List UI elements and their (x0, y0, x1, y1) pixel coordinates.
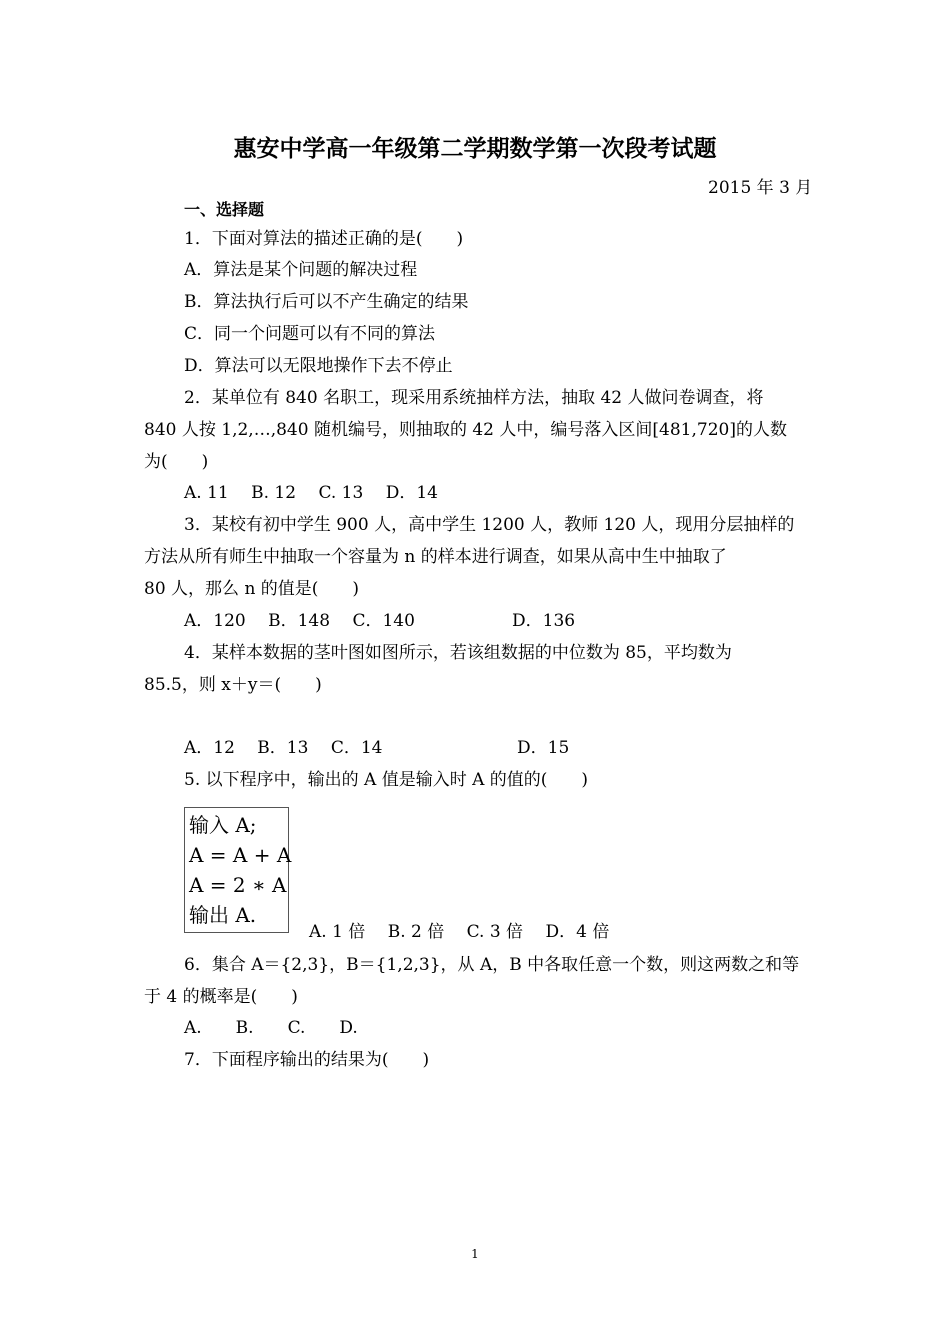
q4-stem-line1: 4．某样本数据的茎叶图如图所示，若该组数据的中位数为 85，平均数为 (184, 643, 732, 663)
q6-stem-line2: 于 4 的概率是( ) (144, 987, 298, 1007)
q1-option-c: C．同一个问题可以有不同的算法 (184, 324, 436, 344)
q4-stem-line2: 85.5，则 x＋y＝( ) (144, 675, 322, 695)
q2-stem-line3: 为( ) (144, 452, 209, 472)
q5-options: A. 1 倍 B. 2 倍 C. 3 倍 D．4 倍 (309, 922, 610, 942)
q3-stem-line1: 3．某校有初中学生 900 人，高中学生 1200 人，教师 120 人，现用分层抽样的 (184, 515, 795, 535)
q1-option-b: B．算法执行后可以不产生确定的结果 (184, 292, 469, 312)
q1-option-d: D．算法可以无限地操作下去不停止 (184, 356, 453, 376)
q5-stem: 5. 以下程序中，输出的 A 值是输入时 A 的值的( ) (184, 770, 589, 790)
q2-options: A. 11 B. 12 C. 13 D．14 (184, 483, 438, 503)
section-heading: 一、选择题 (184, 200, 265, 219)
q6-options: A. B. C. D. (184, 1018, 358, 1038)
q2-stem-line2: 840 人按 1,2,…,840 随机编号，则抽取的 42 人中，编号落入区间[481,720]的人数 (144, 420, 787, 440)
q3-stem-line2: 方法从所有师生中抽取一个容量为 n 的样本进行调查，如果从高中生中抽取了 (144, 547, 727, 567)
q7-stem: 7．下面程序输出的结果为( ) (184, 1050, 430, 1070)
q6-stem-line1: 6．集合 A＝{2,3}，B＝{1,2,3}，从 A，B 中各取任意一个数，则这两数之和等 (184, 955, 800, 975)
code-line: 输出 A. (189, 903, 257, 927)
q4-option-d: D．15 (517, 738, 570, 758)
code-line: A = A + A (189, 843, 292, 867)
q3-stem-line3: 80 人，那么 n 的值是( ) (144, 579, 360, 599)
program-code-box (184, 807, 292, 933)
exam-date: 2015 年 3 月 (708, 178, 813, 198)
code-line: A = 2 ∗ A (189, 873, 287, 897)
q3-option-d: D．136 (512, 611, 576, 631)
q1-stem: 1．下面对算法的描述正确的是( ) (184, 229, 464, 249)
page-title: 惠安中学高一年级第二学期数学第一次段考试题 (233, 136, 717, 162)
q2-stem-line1: 2．某单位有 840 名职工，现采用系统抽样方法，抽取 42 人做问卷调查，将 (184, 388, 764, 408)
code-line: 输入 A; (189, 813, 257, 837)
page-number: 1 (471, 1247, 479, 1261)
q3-options-abc: A．120 B．148 C．140 (184, 611, 415, 631)
q4-options-abc: A．12 B．13 C．14 (184, 738, 383, 758)
q1-option-a: A．算法是某个问题的解决过程 (184, 260, 418, 280)
